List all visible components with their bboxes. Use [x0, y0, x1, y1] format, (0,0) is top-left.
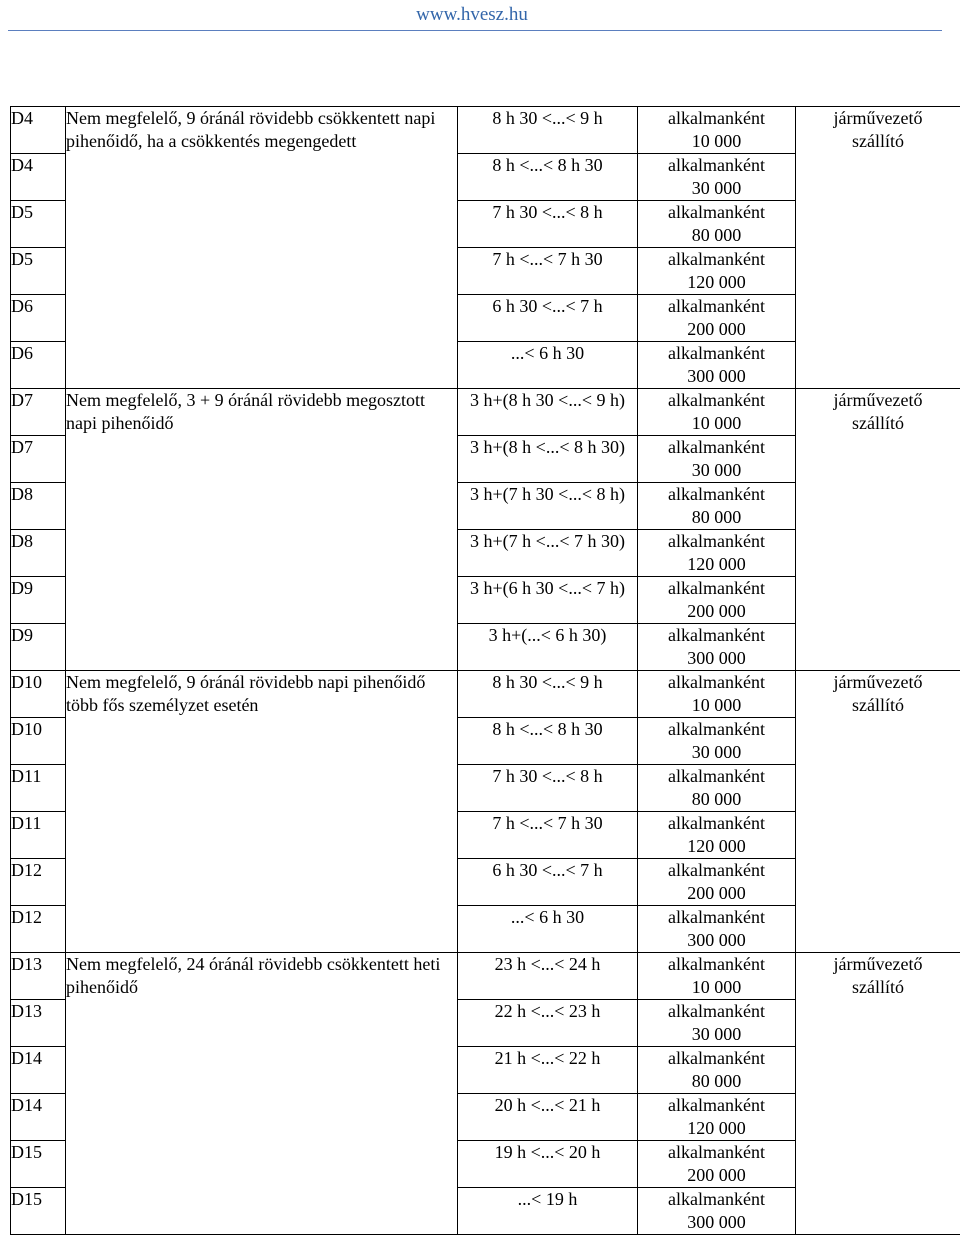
penalty-value: 80 000: [691, 1071, 742, 1091]
penalty-frequency: alkalmanként: [668, 484, 765, 504]
rest-duration: 7 h 30 <...< 8 h: [458, 201, 638, 248]
violation-code: D6: [11, 295, 66, 342]
penalty-frequency: alkalmanként: [668, 813, 765, 833]
rest-duration: 8 h <...< 8 h 30: [458, 154, 638, 201]
site-link[interactable]: www.hvesz.hu: [416, 4, 528, 25]
penalty-value: 200 000: [687, 1165, 746, 1185]
penalty-value: 30 000: [691, 460, 742, 480]
violation-code: D4: [11, 154, 66, 201]
penalty-value: 10 000: [691, 413, 742, 433]
penalty-value: 10 000: [691, 977, 742, 997]
rest-duration: ...< 6 h 30: [458, 342, 638, 389]
penalty-amount: [638, 1047, 796, 1094]
violation-description: Nem megfelelő, 24 óránál rövidebb csökkentett heti pihenőidő: [66, 953, 458, 1235]
violation-code: D6: [11, 342, 66, 389]
violation-code: D4: [11, 107, 66, 154]
penalty-value: 80 000: [691, 507, 742, 527]
penalty-frequency: alkalmanként: [668, 625, 765, 645]
rest-duration: 3 h+(7 h 30 <...< 8 h): [458, 483, 638, 530]
rest-duration: 7 h <...< 7 h 30: [458, 248, 638, 295]
rest-duration: 8 h <...< 8 h 30: [458, 718, 638, 765]
rest-duration: 3 h+(8 h <...< 8 h 30): [458, 436, 638, 483]
party-carrier: szállító: [852, 131, 904, 151]
penalty-frequency: alkalmanként: [668, 390, 765, 410]
penalty-frequency: alkalmanként: [668, 343, 765, 363]
penalty-value: 120 000: [687, 272, 746, 292]
penalty-frequency: alkalmanként: [668, 437, 765, 457]
penalty-amount: [638, 624, 796, 671]
rest-duration: 3 h+(7 h <...< 7 h 30): [458, 530, 638, 577]
penalty-amount: [638, 1188, 796, 1235]
table-row: [11, 389, 960, 436]
rest-duration: 20 h <...< 21 h: [458, 1094, 638, 1141]
penalty-amount: [638, 483, 796, 530]
violation-description: Nem megfelelő, 9 óránál rövidebb csökkentett napi pihenőidő, ha a csökkentés megengedett: [66, 107, 458, 389]
party-carrier: szállító: [852, 977, 904, 997]
violation-code: D13: [11, 1000, 66, 1047]
penalty-frequency: alkalmanként: [668, 1048, 765, 1068]
responsible-party: [796, 953, 960, 1235]
penalty-value: 200 000: [687, 319, 746, 339]
rest-duration: 6 h 30 <...< 7 h: [458, 295, 638, 342]
violation-code: D11: [11, 812, 66, 859]
violation-code: D14: [11, 1094, 66, 1141]
rest-duration: 7 h <...< 7 h 30: [458, 812, 638, 859]
penalty-amount: [638, 1094, 796, 1141]
penalty-amount: [638, 1000, 796, 1047]
penalty-amount: [638, 859, 796, 906]
penalty-amount: [638, 812, 796, 859]
penalty-frequency: alkalmanként: [668, 766, 765, 786]
violation-description: Nem megfelelő, 3 + 9 óránál rövidebb megosztott napi pihenőidő: [66, 389, 458, 671]
rest-duration: 3 h+(8 h 30 <...< 9 h): [458, 389, 638, 436]
violation-code: D5: [11, 248, 66, 295]
penalty-amount: [638, 154, 796, 201]
penalty-frequency: alkalmanként: [668, 296, 765, 316]
table-row: [11, 671, 960, 718]
penalty-value: 30 000: [691, 1024, 742, 1044]
violation-code: D12: [11, 859, 66, 906]
party-carrier: szállító: [852, 695, 904, 715]
rest-duration: 6 h 30 <...< 7 h: [458, 859, 638, 906]
table-row: [11, 953, 960, 1000]
violation-code: D15: [11, 1141, 66, 1188]
rest-duration: 21 h <...< 22 h: [458, 1047, 638, 1094]
violation-code: D15: [11, 1188, 66, 1235]
penalty-frequency: alkalmanként: [668, 1001, 765, 1021]
violation-code: D10: [11, 671, 66, 718]
penalty-value: 80 000: [691, 225, 742, 245]
penalty-frequency: alkalmanként: [668, 907, 765, 927]
penalty-frequency: alkalmanként: [668, 155, 765, 175]
rest-duration: 22 h <...< 23 h: [458, 1000, 638, 1047]
rest-duration: ...< 19 h: [458, 1188, 638, 1235]
penalty-amount: [638, 953, 796, 1000]
penalty-value: 120 000: [687, 554, 746, 574]
penalty-amount: [638, 295, 796, 342]
responsible-party: [796, 107, 960, 389]
party-carrier: szállító: [852, 413, 904, 433]
violation-code: D5: [11, 201, 66, 248]
violation-code: D7: [11, 436, 66, 483]
party-driver: járművezető: [833, 954, 923, 974]
party-driver: járművezető: [833, 390, 923, 410]
violation-code: D8: [11, 530, 66, 577]
penalty-frequency: alkalmanként: [668, 1189, 765, 1209]
table-row: [11, 107, 960, 154]
penalty-value: 300 000: [687, 648, 746, 668]
header-divider: [8, 30, 942, 31]
penalty-value: 200 000: [687, 883, 746, 903]
penalty-amount: [638, 436, 796, 483]
rest-duration: 23 h <...< 24 h: [458, 953, 638, 1000]
responsible-party: [796, 671, 960, 953]
penalty-amount: [638, 389, 796, 436]
party-driver: járművezető: [833, 672, 923, 692]
violation-code: D13: [11, 953, 66, 1000]
penalty-value: 80 000: [691, 789, 742, 809]
violation-code: D11: [11, 765, 66, 812]
penalty-frequency: alkalmanként: [668, 1142, 765, 1162]
penalty-value: 300 000: [687, 930, 746, 950]
penalty-frequency: alkalmanként: [668, 860, 765, 880]
violation-code: D8: [11, 483, 66, 530]
penalty-frequency: alkalmanként: [668, 531, 765, 551]
penalty-frequency: alkalmanként: [668, 719, 765, 739]
rest-duration: 3 h+(6 h 30 <...< 7 h): [458, 577, 638, 624]
penalty-amount: [638, 1141, 796, 1188]
rest-duration: 7 h 30 <...< 8 h: [458, 765, 638, 812]
penalty-amount: [638, 765, 796, 812]
penalty-value: 10 000: [691, 131, 742, 151]
penalty-frequency: alkalmanként: [668, 249, 765, 269]
penalty-amount: [638, 906, 796, 953]
penalty-value: 30 000: [691, 178, 742, 198]
penalty-table: [10, 106, 960, 1235]
rest-duration: ...< 6 h 30: [458, 906, 638, 953]
penalty-amount: [638, 577, 796, 624]
penalty-amount: [638, 201, 796, 248]
penalty-frequency: alkalmanként: [668, 954, 765, 974]
penalty-amount: [638, 248, 796, 295]
rest-duration: 3 h+(...< 6 h 30): [458, 624, 638, 671]
penalty-value: 300 000: [687, 1212, 746, 1232]
penalty-value: 30 000: [691, 742, 742, 762]
penalty-value: 300 000: [687, 366, 746, 386]
responsible-party: [796, 389, 960, 671]
violation-code: D7: [11, 389, 66, 436]
violation-code: D10: [11, 718, 66, 765]
violation-code: D9: [11, 577, 66, 624]
penalty-value: 120 000: [687, 836, 746, 856]
violation-description: Nem megfelelő, 9 óránál rövidebb napi pihenőidő több fős személyzet esetén: [66, 671, 458, 953]
penalty-frequency: alkalmanként: [668, 202, 765, 222]
violation-code: D14: [11, 1047, 66, 1094]
penalty-amount: [638, 342, 796, 389]
penalty-value: 10 000: [691, 695, 742, 715]
penalty-amount: [638, 530, 796, 577]
rest-duration: 8 h 30 <...< 9 h: [458, 671, 638, 718]
penalty-frequency: alkalmanként: [668, 1095, 765, 1115]
penalty-frequency: alkalmanként: [668, 108, 765, 128]
violation-code: D12: [11, 906, 66, 953]
penalty-frequency: alkalmanként: [668, 672, 765, 692]
penalty-value: 120 000: [687, 1118, 746, 1138]
penalty-value: 200 000: [687, 601, 746, 621]
party-driver: járművezető: [833, 108, 923, 128]
penalty-amount: [638, 107, 796, 154]
rest-duration: 19 h <...< 20 h: [458, 1141, 638, 1188]
penalty-amount: [638, 718, 796, 765]
penalty-amount: [638, 671, 796, 718]
rest-duration: 8 h 30 <...< 9 h: [458, 107, 638, 154]
penalty-frequency: alkalmanként: [668, 578, 765, 598]
violation-code: D9: [11, 624, 66, 671]
